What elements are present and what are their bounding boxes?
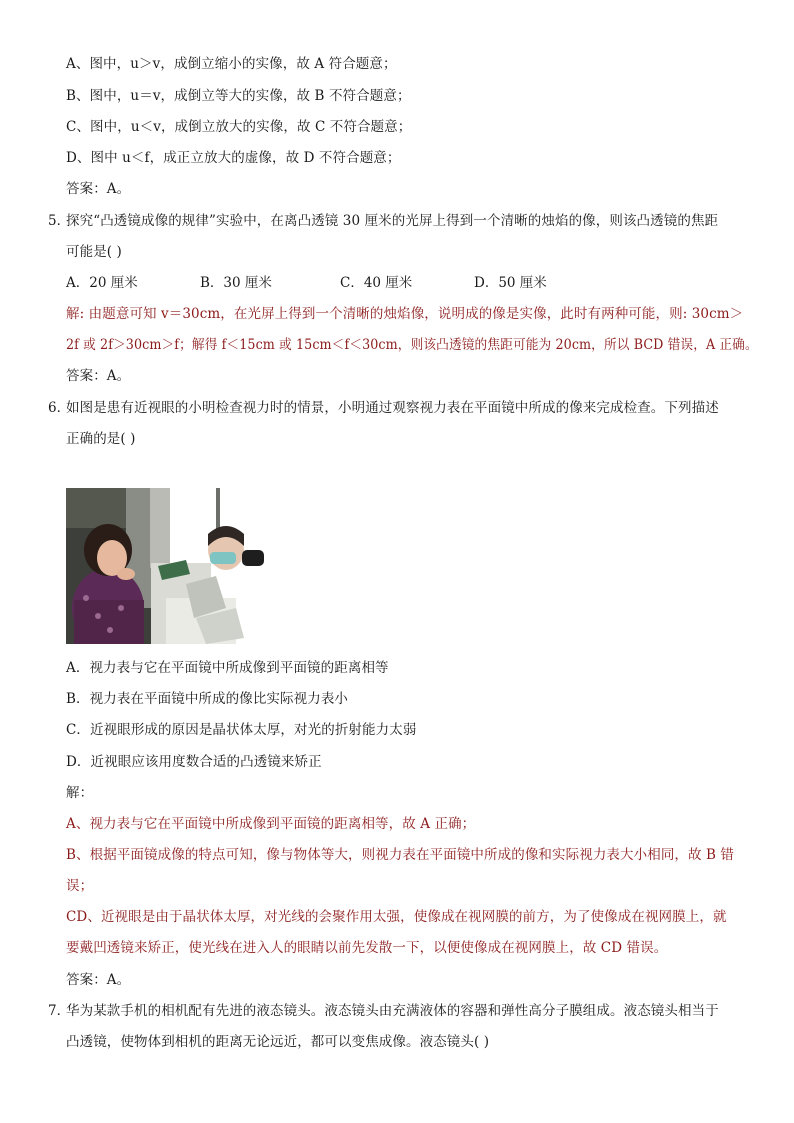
q5-stem-line2: 可能是( ) (66, 244, 122, 260)
prev-solution-c: C、图中，u＜v，成倒立放大的实像，故 C 不符合题意； (66, 119, 412, 135)
q7-stem-line2: 凸透镜，使物体到相机的距离无论远近，都可以变焦成像。液态镜头( ) (66, 1034, 490, 1050)
q6-number: 6． (48, 400, 71, 416)
q5-number: 5． (48, 213, 71, 229)
q7-number: 7． (48, 1003, 71, 1019)
q5-stem-line1: 探究“凸透镜成像的规律”实验中，在离凸透镜 30 厘米的光屏上得到一个清晰的烛焰的像，则该凸透镜的焦距 (66, 213, 719, 229)
q6-answer: 答案：A。 (66, 972, 131, 988)
q6-solution-cd-line1: CD、近视眼是由于晶状体太厚，对光线的会聚作用太强，使像成在视网膜的前方，为了使像成在视网膜上，就 (66, 909, 727, 925)
q5-option-a: A．20 厘米 (66, 275, 138, 291)
eye-test-photo (66, 488, 276, 644)
q6-solution-a: A、视力表与它在平面镜中所成像到平面镜的距离相等，故 A 正确； (66, 816, 476, 832)
q6-option-d: D．近视眼应该用度数合适的凸透镜来矫正 (66, 754, 322, 770)
q6-option-c: C．近视眼形成的原因是晶状体太厚，对光的折射能力太弱 (66, 722, 417, 738)
q6-solution-b-line2: 误； (66, 878, 94, 894)
q6-stem-line2: 正确的是( ) (66, 431, 136, 447)
q6-option-a: A．视力表与它在平面镜中所成像到平面镜的距离相等 (66, 660, 389, 676)
q5-solution-line1: 解: 由题意可知 v＝30cm，在光屏上得到一个清晰的烛焰像，说明成的像是实像，此时有两种可能，则: 30cm＞ (66, 306, 744, 322)
prev-solution-a: A、图中，u＞v，成倒立缩小的实像，故 A 符合题意； (66, 56, 397, 72)
q6-solution-b-line1: B、根据平面镜成像的特点可知，像与物体等大，则视力表在平面镜中所成的像和实际视力表大小相同，故 B 错 (66, 847, 735, 863)
q6-solution-label: 解： (66, 785, 94, 801)
q5-option-c: C．40 厘米 (340, 275, 413, 291)
q5-option-b: B．30 厘米 (200, 275, 272, 291)
q5-answer: 答案：A。 (66, 368, 131, 384)
q7-stem-line1: 华为某款手机的相机配有先进的液态镜头。液态镜头由充满液体的容器和弹性高分子膜组成。液态镜头相当于 (66, 1003, 719, 1019)
q6-option-b: B．视力表在平面镜中所成的像比实际视力表小 (66, 691, 349, 707)
q6-solution-cd-line2: 要戴凹透镜来矫正，使光线在进入人的眼睛以前先发散一下，以便使像成在视网膜上，故 CD 错误。 (66, 940, 668, 956)
q5-option-d: D．50 厘米 (474, 275, 547, 291)
q6-stem-line1: 如图是患有近视眼的小明检查视力时的情景，小明通过观察视力表在平面镜中所成的像来完成检查。下列描述 (66, 400, 719, 416)
q5-solution-line2: 2f 或 2f＞30cm＞f；解得 f＜15cm 或 15cm＜f＜30cm，则该凸透镜的焦距可能为 20cm，所以 BCD 错误，A 正确。 (66, 337, 758, 353)
prev-solution-d: D、图中 u＜f，成正立放大的虚像，故 D 不符合题意； (66, 150, 401, 166)
eye-test-photo-illustration (66, 488, 276, 644)
prev-answer: 答案：A。 (66, 181, 131, 197)
prev-solution-b: B、图中，u＝v，成倒立等大的实像，故 B 不符合题意； (66, 88, 411, 104)
